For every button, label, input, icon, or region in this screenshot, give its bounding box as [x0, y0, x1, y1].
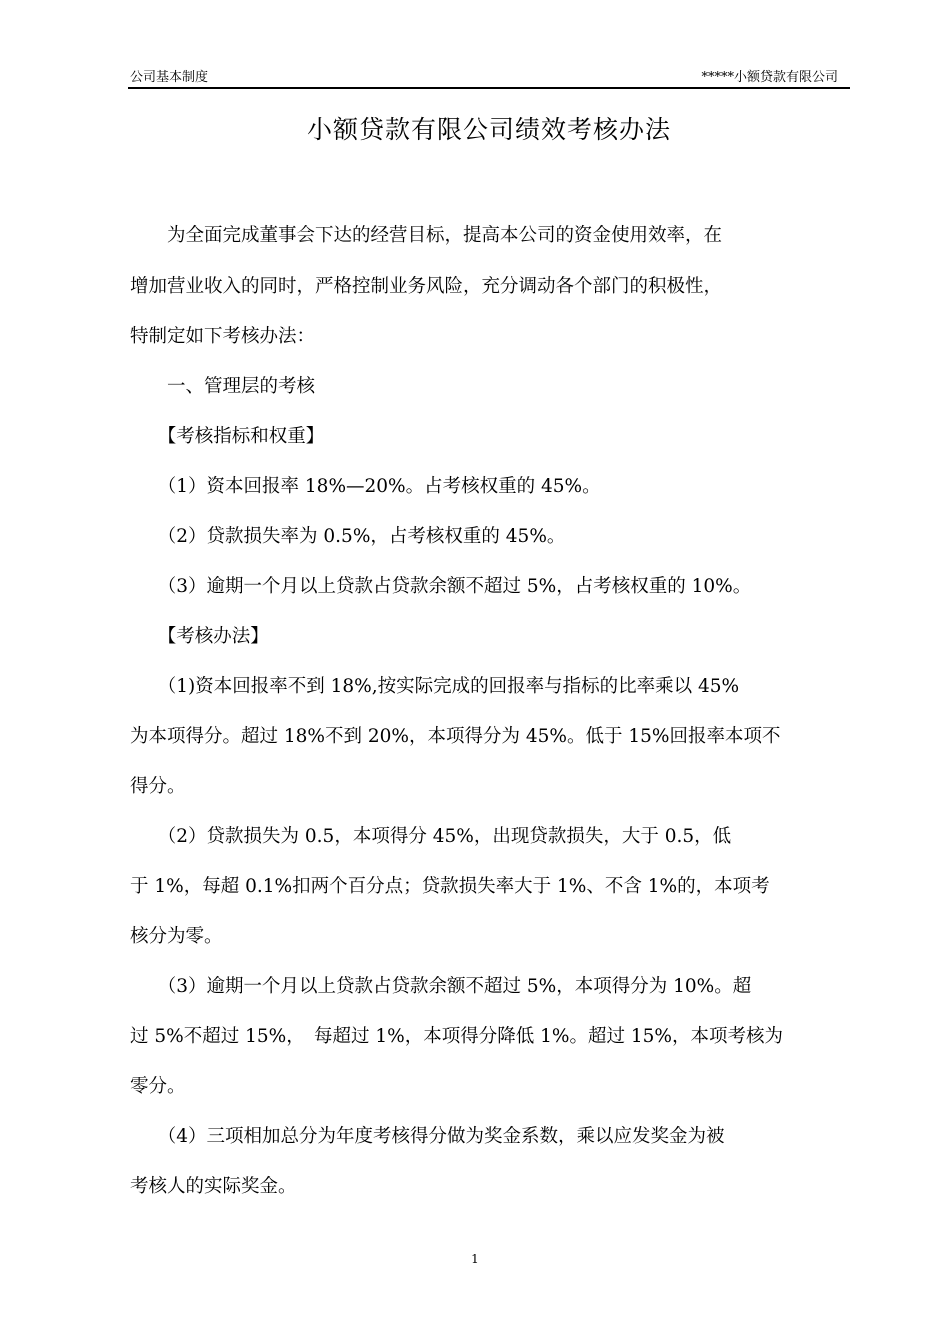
- page-number: 1: [471, 1252, 479, 1266]
- body-line-3: 特制定如下考核办法：: [130, 326, 316, 347]
- subheading-indicators: 【考核指标和权重】: [130, 426, 325, 447]
- method-2-line-3: 核分为零。: [130, 926, 223, 947]
- header-rule: [128, 87, 850, 89]
- method-4-line-1: （4）三项相加总分为年度考核得分做为奖金系数，乘以应发奖金为被: [130, 1126, 725, 1147]
- body-line-1: 为全面完成董事会下达的经营目标，提高本公司的资金使用效率，在: [130, 225, 723, 246]
- indicator-item-3: （3）逾期一个月以上贷款占贷款余额不超过 5%，占考核权重的 10%。: [130, 576, 752, 597]
- body-line-2: 增加营业收入的同时，严格控制业务风险，充分调动各个部门的积极性，: [130, 276, 723, 297]
- method-2-line-2: 于 1%，每超 0.1%扣两个百分点；贷款损失率大于 1%、不含 1%的，本项考: [130, 876, 770, 897]
- header-left-text: 公司基本制度: [130, 70, 209, 85]
- page-header: [128, 70, 850, 86]
- section-heading-management: 一、管理层的考核: [130, 376, 316, 397]
- method-1-line-3: 得分。: [130, 776, 186, 797]
- indicator-item-1: （1）资本回报率 18%—20%。占考核权重的 45%。: [130, 476, 601, 497]
- method-1-line-2: 为本项得分。超过 18%不到 20%，本项得分为 45%。低于 15%回报率本项不: [130, 726, 781, 747]
- header-right-text: *****小额贷款有限公司: [701, 70, 838, 85]
- method-3-line-2: 过 5%不超过 15%， 每超过 1%，本项得分降低 1%。超过 15%，本项考核为: [130, 1026, 783, 1047]
- method-2-line-1: （2）贷款损失为 0.5，本项得分 45%，出现贷款损失，大于 0.5，低: [130, 826, 732, 847]
- method-3-line-3: 零分。: [130, 1076, 186, 1097]
- method-4-line-2: 考核人的实际奖金。: [130, 1176, 297, 1197]
- indicator-item-2: （2）贷款损失率为 0.5%，占考核权重的 45%。: [130, 526, 566, 547]
- method-1-line-1: （1)资本回报率不到 18%,按实际完成的回报率与指标的比率乘以 45%: [130, 676, 740, 697]
- document-title: 小额贷款有限公司绩效考核办法: [306, 115, 671, 144]
- method-3-line-1: （3）逾期一个月以上贷款占贷款余额不超过 5%，本项得分为 10%。超: [130, 976, 752, 997]
- subheading-methods: 【考核办法】: [130, 626, 269, 647]
